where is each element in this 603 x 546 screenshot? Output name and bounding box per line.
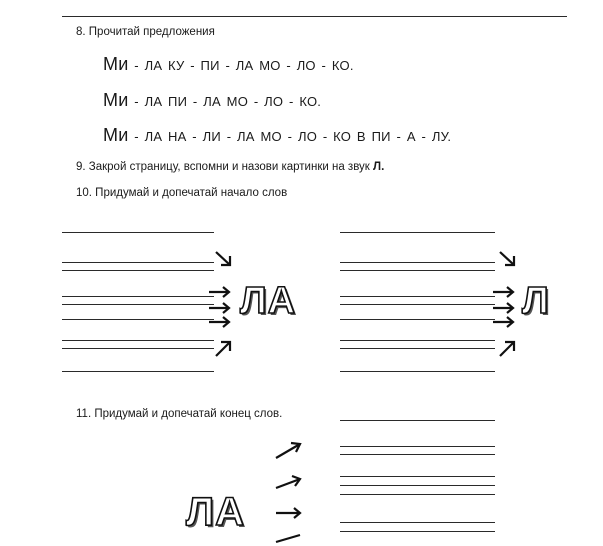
sentence-3-first: Ми	[103, 125, 129, 145]
sentence-1-first: Ми	[103, 54, 129, 74]
writing-line	[340, 476, 495, 477]
writing-line	[340, 262, 495, 263]
arrow-icon	[274, 506, 304, 520]
writing-line	[62, 262, 214, 263]
sentence-3-rest: - ЛА НА - ЛИ - ЛА МО - ЛО - КО В ПИ - А - ЛУ.	[134, 129, 452, 144]
task-11-heading: 11. Придумай и допечатай конец слов.	[76, 408, 283, 420]
arrow-icon	[498, 250, 518, 270]
arrow-icon	[208, 285, 232, 299]
task-9-letter: Л.	[373, 161, 385, 173]
task-10-heading: 10. Придумай и допечатай начало слов	[76, 187, 288, 199]
arrow-icon	[214, 250, 234, 270]
writing-line	[340, 304, 495, 305]
arrow-icon	[498, 338, 518, 358]
arrow-icon	[274, 440, 304, 460]
arrow-icon	[492, 315, 516, 329]
writing-line	[340, 270, 495, 271]
writing-line	[340, 485, 495, 486]
syllable-la-left: ЛА	[240, 280, 297, 322]
syllable-la-bottom: ЛА	[186, 490, 245, 534]
writing-line	[62, 296, 214, 297]
writing-line	[62, 270, 214, 271]
sentence-3	[103, 125, 451, 146]
top-rule	[62, 16, 567, 17]
writing-line	[340, 522, 495, 523]
writing-line	[62, 340, 214, 341]
writing-line	[62, 371, 214, 372]
writing-line	[62, 304, 214, 305]
sentence-2	[103, 90, 321, 111]
writing-line	[340, 340, 495, 341]
arrow-icon	[208, 301, 232, 315]
writing-line	[340, 296, 495, 297]
writing-line	[340, 446, 495, 447]
writing-line	[340, 371, 495, 372]
arrow-icon	[492, 301, 516, 315]
sentence-2-first: Ми	[103, 90, 129, 110]
sentence-1	[103, 54, 354, 75]
writing-line	[340, 420, 495, 421]
arrow-icon	[208, 315, 232, 329]
writing-line	[340, 232, 495, 233]
writing-line	[340, 319, 495, 320]
writing-line	[340, 348, 495, 349]
writing-line	[340, 531, 495, 532]
arrow-icon	[214, 338, 234, 358]
writing-line	[62, 319, 214, 320]
sentence-2-rest: - ЛА ПИ - ЛА МО - ЛО - КО.	[134, 94, 322, 109]
arrow-icon	[274, 474, 304, 492]
writing-line	[340, 454, 495, 455]
writing-line	[62, 232, 214, 233]
task-8-heading: 8. Прочитай предложения	[76, 26, 215, 38]
writing-line	[340, 494, 495, 495]
task-9-text: 9. Закрой страницу, вспомни и назови картинки на звук	[76, 161, 374, 173]
task-9-heading	[76, 161, 384, 173]
sentence-1-rest: - ЛА КУ - ПИ - ЛА МО - ЛО - КО.	[134, 58, 354, 73]
writing-line	[62, 348, 214, 349]
arrow-icon	[274, 532, 304, 546]
letter-l-right: Л	[522, 280, 550, 322]
arrow-icon	[492, 285, 516, 299]
